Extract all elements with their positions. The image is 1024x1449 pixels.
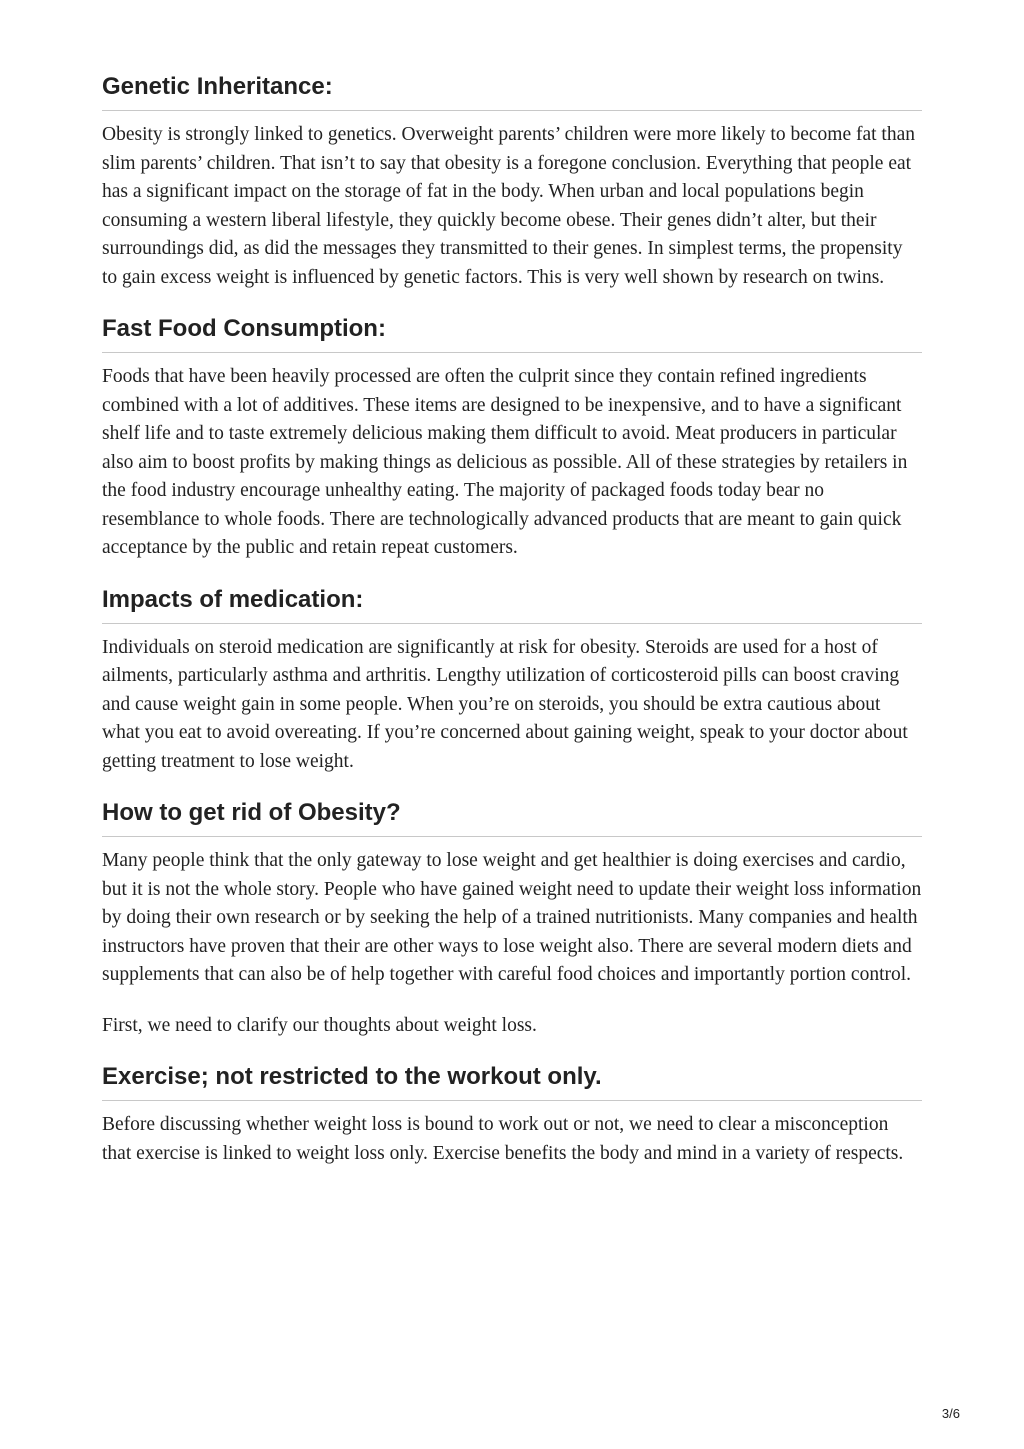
section-heading: Fast Food Consumption: bbox=[102, 314, 922, 353]
section-heading: How to get rid of Obesity? bbox=[102, 798, 922, 837]
section-paragraph: First, we need to clarify our thoughts about weight loss. bbox=[102, 1014, 537, 1036]
section-impacts-of-medication bbox=[102, 585, 922, 777]
section-paragraph: Foods that have been heavily processed are often the culprit since they contain refined ingredients combined with a lot of additives. These items are designed to be inexpensive, and to have a significant shelf life and to taste extremely delicious making them difficult to avoid. Meat producers in particular also aim to boost profits by making things as delicious as possible. All of these strategies by retailers in the food industry encourage unhealthy eating. The majority of packaged foods today bear no resemblance to whole foods. There are technologically advanced products that are meant to gain quick acceptance by the public and retain repeat customers. bbox=[102, 366, 908, 558]
section-genetic-inheritance bbox=[102, 72, 922, 292]
section-paragraph: Before discussing whether weight loss is bound to work out or not, we need to clear a misconception that exercise is linked to weight loss only. Exercise benefits the body and mind in a variety of respects. bbox=[102, 1114, 904, 1164]
section-heading: Exercise; not restricted to the workout only. bbox=[102, 1062, 922, 1101]
section-fast-food-consumption bbox=[102, 314, 922, 563]
section-paragraph: Individuals on steroid medication are significantly at risk for obesity. Steroids are used for a host of ailments, particularly asthma and arthritis. Lengthy utilization of corticosteroid pills can boost craving and cause weight gain in some people. When you’re on steroids, you should be extra cautious about what you eat to avoid overeating. If you’re concerned about gaining weight, speak to your doctor about getting treatment to lose weight. bbox=[102, 636, 908, 772]
section-paragraph: Obesity is strongly linked to genetics. Overweight parents’ children were more likely to become fat than slim parents’ children. That isn’t to say that obesity is a foregone conclusion. Everything that people eat has a significant impact on the storage of fat in the body. When urban and local populations begin consuming a western liberal lifestyle, they quickly become obese. Their genes didn’t alter, but their surroundings did, as did the messages they transmitted to their genes. In simplest terms, the propensity to gain excess weight is influenced by genetic factors. This is very well shown by research on twins. bbox=[102, 124, 915, 288]
section-get-rid-of-obesity bbox=[102, 798, 922, 1040]
page-number: 3/6 bbox=[941, 1406, 960, 1421]
section-exercise bbox=[102, 1062, 922, 1168]
section-heading: Genetic Inheritance: bbox=[102, 72, 922, 111]
section-heading: Impacts of medication: bbox=[102, 585, 922, 624]
section-paragraph: Many people think that the only gateway to lose weight and get healthier is doing exercises and cardio, but it is not the whole story. People who have gained weight need to update their weight loss information by doing their own research or by seeking the help of a trained nutritionists. Many companies and health instructors have proven that their are other ways to lose weight also. There are several modern diets and supplements that can also be of help together with careful food choices and importantly portion control. bbox=[102, 850, 922, 985]
document-page bbox=[102, 60, 922, 1190]
